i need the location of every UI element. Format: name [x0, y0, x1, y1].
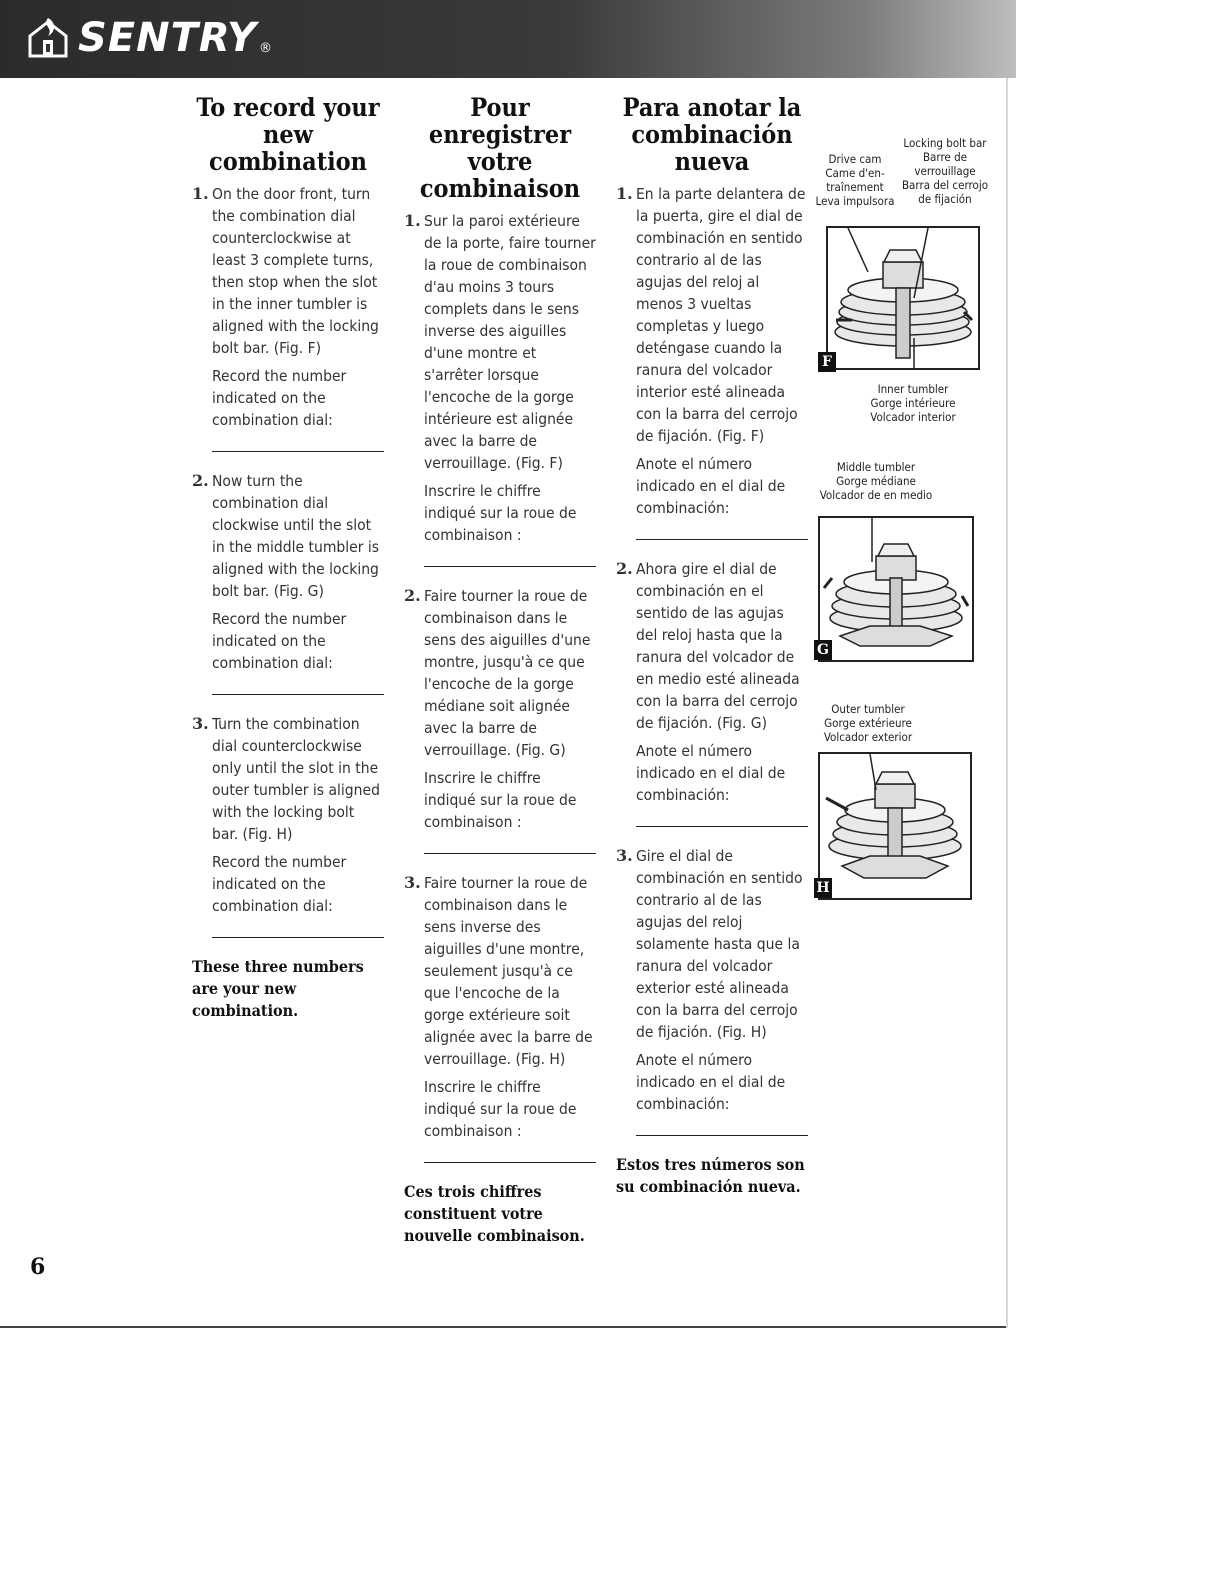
- middle-tumbler-label: Middle tumbler Gorge médiane Volcador de en medio: [819, 460, 933, 502]
- step-text: Faire tourner la roue de combinaison dans le sens inverse des aiguilles d'une montre, seulement jusqu'à ce que l'encoche de la gorge extérieure soit alignée avec la barre de verrouillage. (Fig. H): [424, 874, 593, 1068]
- french-column: [404, 94, 596, 1247]
- step-text: Ahora gire el dial de combinación en el sentido de las agujas del reloj hasta que la ranura del volcador de en medio esté alineada con la barra del cerrojo de fijación. (Fig. G): [636, 560, 800, 732]
- record-line: [636, 539, 808, 540]
- figure-h-frame: [818, 752, 972, 900]
- spanish-closing: Estos tres números son su combinación nueva.: [616, 1155, 805, 1196]
- step-number: 2.: [404, 586, 421, 605]
- spanish-step-2: [616, 558, 808, 812]
- figure-g-frame: [818, 516, 974, 662]
- brand-name: SENTRY: [78, 15, 257, 61]
- flame-house-icon: [26, 16, 72, 60]
- record-line: [636, 826, 808, 827]
- step-number: 3.: [192, 714, 209, 733]
- record-line: [636, 1135, 808, 1136]
- brand-logo: [26, 14, 272, 62]
- french-step-2: [404, 585, 596, 839]
- registered-mark: ®: [259, 40, 272, 56]
- english-closing: These three numbers are your new combination.: [192, 957, 364, 1020]
- french-closing: Ces trois chiffres constituent votre nouvelle combinaison.: [404, 1182, 585, 1245]
- step-text: Sur la paroi extérieure de la porte, faire tourner la roue de combinaison d'au moins 3 tours complets dans le sens inverse des aiguilles d'une montre et s'arrêter lorsque l'encoche de la gorge intérieure est alignée avec la barre de verrouillage. (Fig. F): [424, 212, 596, 472]
- step-text: Turn the combination dial counterclockwise only until the slot in the outer tumbler is aligned with the locking bolt bar. (Fig. H): [212, 715, 380, 843]
- tumbler-illustration-h: [820, 754, 970, 898]
- step-number: 3.: [404, 873, 421, 892]
- tumbler-illustration-g: [820, 518, 972, 660]
- french-step-1: [404, 210, 596, 552]
- figure-h-letter: H: [814, 878, 832, 898]
- step-number: 1.: [192, 184, 209, 203]
- tumbler-illustration-f: [828, 228, 978, 368]
- record-instruction: Inscrire le chiffre indiqué sur la roue de combinaison :: [424, 482, 577, 544]
- english-step-1: [192, 183, 384, 437]
- step-text: En la parte delantera de la puerta, gire el dial de combinación en sentido contrario al de las agujas del reloj al menos 3 vueltas completas y luego deténgase cuando la ranura del volcador interior esté alineada con la barra del cerrojo de fijación. (Fig. F): [636, 185, 806, 445]
- record-instruction: Inscrire le chiffre indiqué sur la roue de combinaison :: [424, 1078, 577, 1140]
- locking-bolt-bar-label: Locking bolt bar Barre de verrouillage Barra del cerrojo de fijación: [901, 136, 989, 206]
- page-number: 6: [30, 1254, 46, 1280]
- record-line: [212, 937, 384, 938]
- record-line: [424, 853, 596, 854]
- header-bar: [0, 0, 1016, 78]
- figure-g-letter: G: [814, 640, 832, 660]
- record-instruction: Record the number indicated on the combination dial:: [212, 610, 347, 672]
- outer-tumbler-label: Outer tumbler Gorge extérieure Volcador exterior: [823, 702, 913, 744]
- english-step-3: [192, 713, 384, 923]
- spanish-step-3: [616, 845, 808, 1121]
- record-instruction: Anote el número indicado en el dial de combinación:: [636, 455, 786, 517]
- inner-tumbler-label: Inner tumbler Gorge intérieure Volcador interior: [870, 382, 956, 424]
- drive-cam-label: Drive cam Came d'en- traînement Leva impulsora: [815, 152, 895, 208]
- french-title: Pour enregistrer votre combinaison: [419, 93, 581, 203]
- step-number: 1.: [404, 211, 421, 230]
- record-instruction: Anote el número indicado en el dial de combinación:: [636, 742, 786, 804]
- step-number: 1.: [616, 184, 633, 203]
- step-number: 2.: [616, 559, 633, 578]
- step-text: Faire tourner la roue de combinaison dans le sens des aiguilles d'une montre, jusqu'à ce que l'encoche de la gorge médiane soit alignée avec la barre de verrouillage. (Fig. G): [424, 587, 591, 759]
- record-line: [212, 694, 384, 695]
- step-text: Now turn the combination dial clockwise until the slot in the middle tumbler is aligned with the locking bolt bar. (Fig. G): [212, 472, 380, 600]
- record-instruction: Record the number indicated on the combination dial:: [212, 367, 347, 429]
- record-instruction: Record the number indicated on the combination dial:: [212, 853, 347, 915]
- record-line: [424, 1162, 596, 1163]
- french-step-3: [404, 872, 596, 1148]
- spanish-column: [616, 94, 808, 1198]
- figure-f-letter: F: [818, 352, 836, 372]
- step-number: 2.: [192, 471, 209, 490]
- english-column: [192, 94, 384, 1022]
- english-step-2: [192, 470, 384, 680]
- record-instruction: Inscrire le chiffre indiqué sur la roue de combinaison :: [424, 769, 577, 831]
- record-line: [212, 451, 384, 452]
- english-title: To record your new combination: [196, 93, 380, 176]
- bottom-rule: [0, 1326, 1006, 1328]
- step-text: Gire el dial de combinación en sentido contrario al de las agujas del reloj solamente hasta que la ranura del volcador exterior esté alineada con la barra del cerrojo de fijación. (Fig. H): [636, 847, 803, 1041]
- spanish-step-1: [616, 183, 808, 525]
- step-text: On the door front, turn the combination dial counterclockwise at least 3 complete turns, then stop when the slot in the inner tumbler is aligned with the locking bolt bar. (Fig. F): [212, 185, 379, 357]
- record-instruction: Anote el número indicado en el dial de combinación:: [636, 1051, 786, 1113]
- figure-f-frame: [826, 226, 980, 370]
- step-number: 3.: [616, 846, 633, 865]
- spanish-title: Para anotar la combinación nueva: [622, 93, 802, 176]
- page-edge: [1006, 78, 1008, 1328]
- record-line: [424, 566, 596, 567]
